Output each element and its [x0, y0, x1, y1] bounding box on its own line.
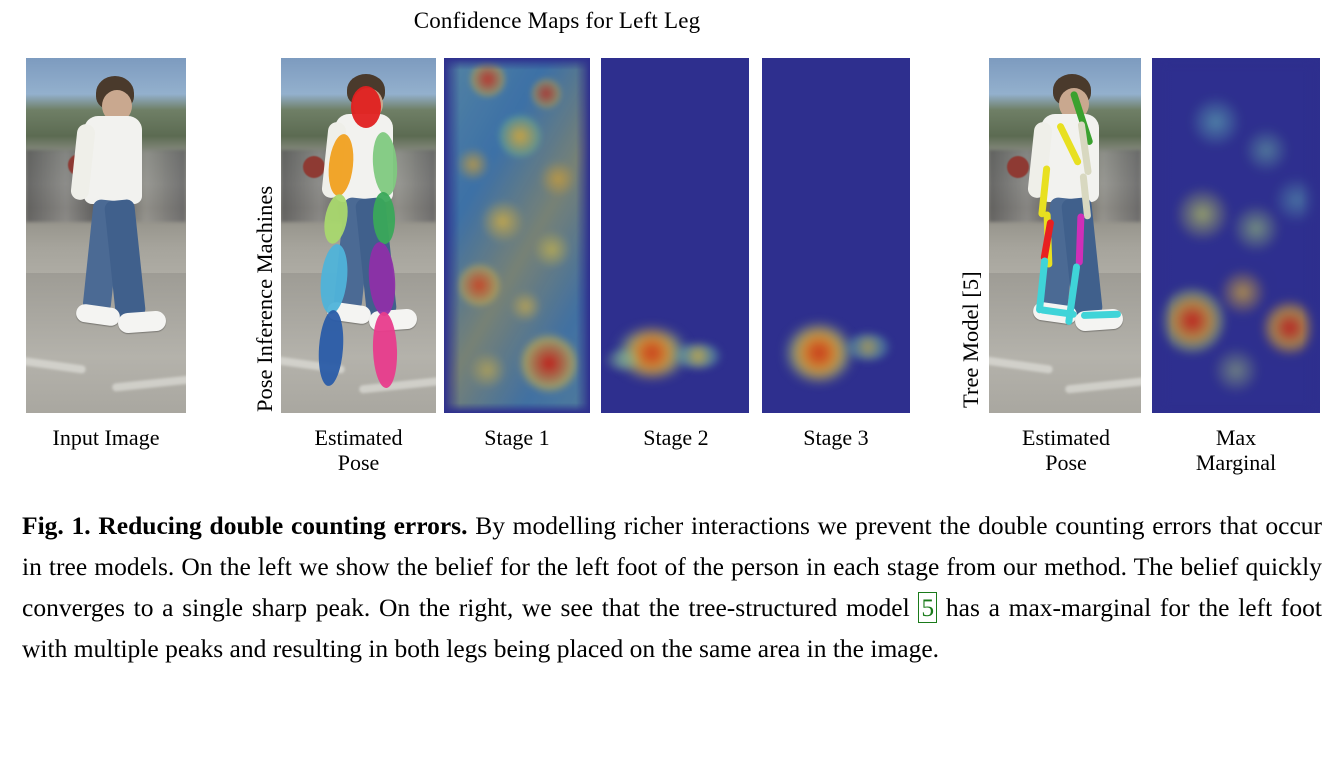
- panel-stage-2: [601, 58, 749, 413]
- heatmap-stage-3: [762, 58, 910, 413]
- input-photo: [26, 58, 186, 413]
- stop-sign-icon: [303, 156, 325, 178]
- heatmap-border-fade: [444, 58, 590, 413]
- stop-sign-icon: [1007, 156, 1029, 178]
- heatmap-max-marginal: [1152, 58, 1320, 413]
- caption-max-marginal: Max Marginal: [1195, 425, 1277, 476]
- caption-stage-1: Stage 1: [484, 425, 550, 450]
- panel-stage-3: [762, 58, 910, 413]
- panel-input-image: [26, 58, 186, 413]
- panel-estimated-pose-pim: [281, 58, 436, 413]
- heatmap-border-fade: [1152, 58, 1320, 413]
- heatmap-peak: [788, 326, 850, 380]
- panel-estimated-pose-tree: [989, 58, 1141, 413]
- pose-photo: [281, 58, 436, 413]
- panel-max-marginal: [1152, 58, 1320, 413]
- heatmap-stage-2: [601, 58, 749, 413]
- stick-foot-right: [1081, 311, 1121, 319]
- caption-figure-label: Fig. 1.: [22, 511, 91, 540]
- caption-stage-3: Stage 3: [803, 425, 869, 450]
- caption-input-image: Input Image: [52, 425, 160, 450]
- tree-pose-photo: [989, 58, 1141, 413]
- caption-body-first: By modelling richer interactions we prevent the double counting errors that occur in tree models. On the left we show the belief for the left foot of the person in each stage from our method. The belief quickly converges to a single sharp peak. On the right, we see that the tree-structured model: [22, 511, 1323, 622]
- caption-bold-title: Reducing double counting errors.: [98, 511, 468, 540]
- caption-estimated-pose-pim: Estimated Pose: [314, 425, 403, 476]
- caption-stage-2: Stage 2: [643, 425, 709, 450]
- limb-head: [351, 86, 381, 128]
- caption-estimated-pose-tree: Estimated Pose: [1022, 425, 1110, 476]
- heatmap-secondary-blob: [846, 334, 890, 360]
- citation-link-5[interactable]: 5: [918, 592, 937, 623]
- heatmap-secondary-blob: [605, 350, 639, 370]
- side-label-tree-model: Tree Model [5]: [958, 271, 983, 408]
- heatmap-secondary-blob: [675, 344, 721, 368]
- heatmap-stage-1: [444, 58, 590, 413]
- panel-stage-1: [444, 58, 590, 413]
- caption-body-second: has a max-marginal for the left foot with multiple peaks and resulting in both legs being placed on the same area in the image.: [22, 593, 1322, 663]
- figure-title: Confidence Maps for Left Leg: [413, 8, 701, 33]
- side-label-pose-inference-machines: Pose Inference Machines: [252, 185, 277, 412]
- figure-caption-text: [22, 505, 1322, 669]
